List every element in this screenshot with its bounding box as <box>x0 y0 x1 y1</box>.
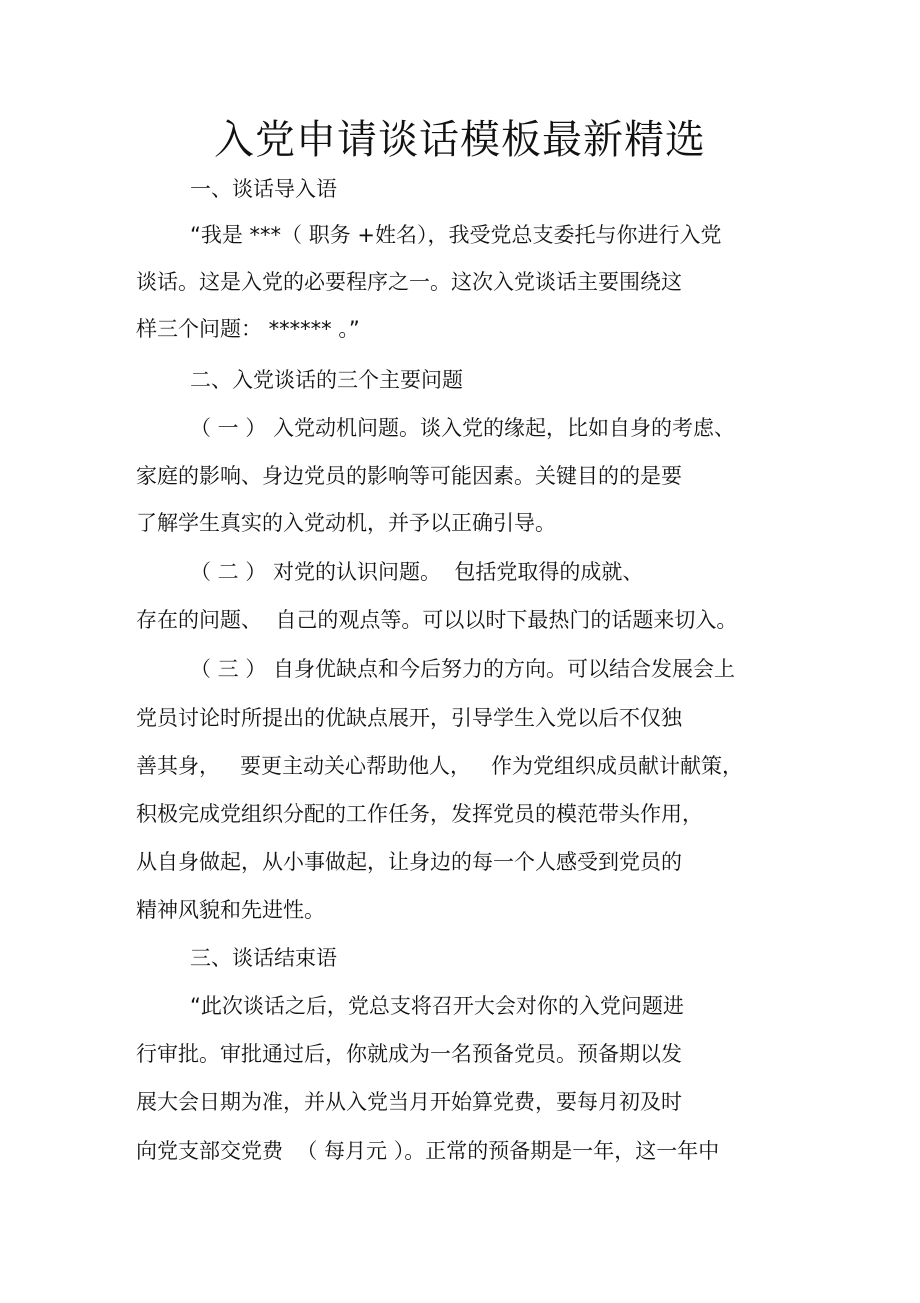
paragraph-line: 家庭的影响、身边党员的影响等可能因素。关键目的的是要 <box>136 464 682 488</box>
paragraph-line: 党员讨论时所提出的优缺点展开，引导学生入党以后不仅独 <box>136 706 682 730</box>
paragraph-line: 精神风貌和先进性。 <box>136 898 325 922</box>
paragraph-line: 展大会日期为准，并从入党当月开始算党费，要每月初及时 <box>136 1090 682 1114</box>
paragraph-line: （ 三 ） 自身优缺点和今后努力的方向。可以结合发展会上 <box>190 657 736 681</box>
paragraph-line: “我是 ***（ 职务 +姓名），我受党总支委托与你进行入党 <box>190 223 722 247</box>
section-heading: 二、入党谈话的三个主要问题 <box>190 368 463 392</box>
paragraph-line: 样三个问题： ****** 。” <box>136 317 360 341</box>
paragraph-line: 了解学生真实的入党动机，并予以正确引导。 <box>136 511 556 535</box>
paragraph-line: 从自身做起，从小事做起，让身边的每一个人感受到党员的 <box>136 850 682 874</box>
paragraph-line: 行审批。审批通过后，你就成为一名预备党员。预备期以发 <box>136 1042 682 1066</box>
paragraph-line: 存在的问题、 自己的观点等。可以以时下最热门的话题来切入。 <box>136 608 738 632</box>
paragraph-line: “此次谈话之后，党总支将召开大会对你的入党问题进 <box>190 994 684 1018</box>
paragraph-line: （ 二 ） 对党的认识问题。 包括党取得的成就、 <box>190 560 644 584</box>
section-heading: 三、谈话结束语 <box>190 946 337 970</box>
paragraph-line: 积极完成党组织分配的工作任务，发挥党员的模范带头作用， <box>136 802 703 826</box>
document-title: 入党申请谈话模板最新精选 <box>214 117 706 163</box>
paragraph-line: （ 一 ） 入党动机问题。谈入党的缘起，比如自身的考虑、 <box>190 416 736 440</box>
paragraph-line: 向党支部交党费 （ 每月元 ）。正常的预备期是一年，这一年中 <box>136 1139 720 1163</box>
paragraph-line: 善其身， 要更主动关心帮助他人， 作为党组织成员献计献策， <box>136 754 744 778</box>
section-heading: 一、谈话导入语 <box>190 177 337 201</box>
paragraph-line: 谈话。这是入党的必要程序之一。这次入党谈话主要围绕这 <box>136 270 682 294</box>
